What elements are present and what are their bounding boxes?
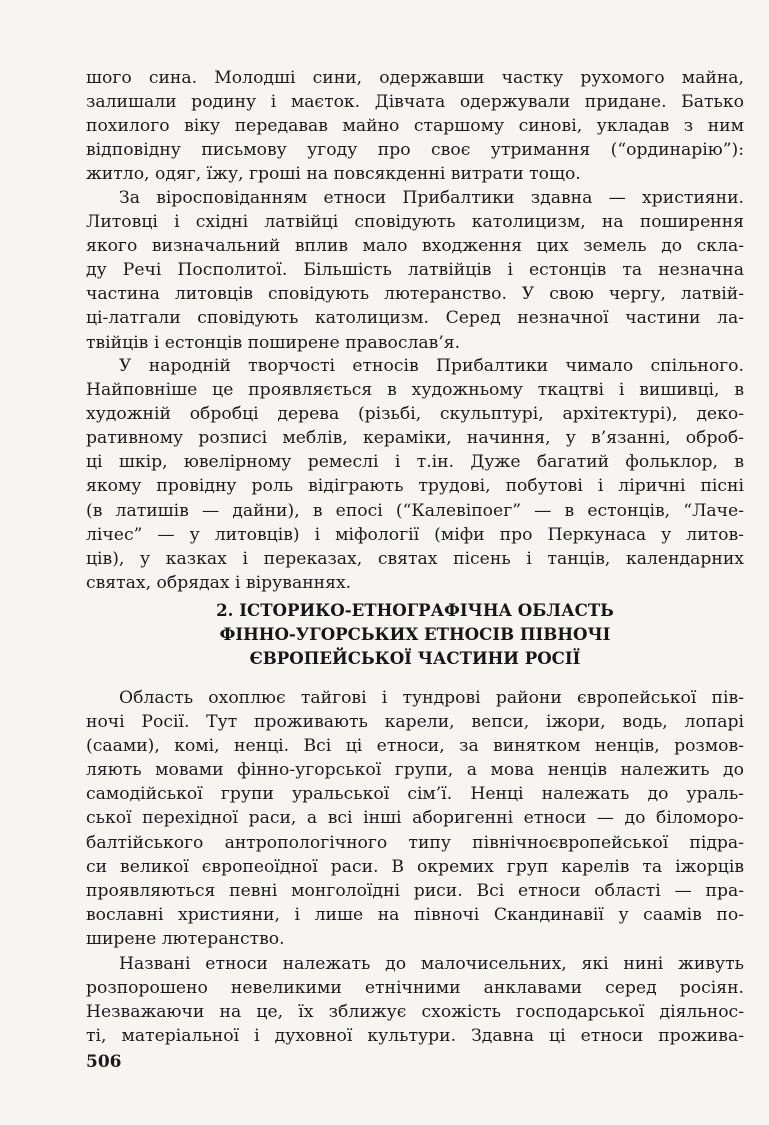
text-line: святах, обрядах і віруваннях. [86, 572, 352, 593]
text-line: ночі Росії. Тут проживають карели, вепси, іжори, водь, лопарі [86, 712, 744, 733]
paragraph-inheritance [86, 66, 744, 186]
text-line: якому провідну роль відіграють трудові, побутові і ліричні пісні [86, 476, 744, 497]
text-line: відповідну письмову угоду про своє утримання (“ординарію”): [86, 140, 744, 161]
text-line: ці-латгали сповідують католицизм. Серед незначної частини ла- [86, 308, 744, 329]
text-line: Найповніше це проявляється в художньому ткацтві і вишивці, в [86, 380, 744, 401]
text-line: художній обробці дерева (різьбі, скульптурі, архітектурі), деко- [86, 404, 744, 425]
text-line: ської перехідної раси, а всі інші аборигенні етноси — до біломоро- [86, 808, 744, 829]
section-heading [86, 598, 744, 670]
text-line: Литовці і східні латвійці сповідують католицизм, на поширення [86, 212, 744, 233]
text-line: якого визначальний вплив мало входження цих земель до скла- [86, 236, 744, 257]
text-line: ляють мовами фінно-угорської групи, а мова ненців належить до [86, 760, 744, 781]
paragraph-small-ethnic-groups [86, 952, 744, 1048]
text-line: (в латишів — дайни), в епосі (“Калевіпоег” — в естонців, “Лаче- [86, 500, 744, 521]
text-line: ці шкір, ювелірному ремеслі і т.ін. Дуже багатий фольклор, в [86, 452, 744, 473]
text-line: ширене лютеранство. [86, 928, 285, 949]
text-line: частина литовців сповідують лютеранство. У свою чергу, латвій- [86, 284, 744, 305]
text-line: ті, матеріальної і духовної культури. Здавна ці етноси прожива- [86, 1026, 744, 1047]
text-line: Незважаючи на це, їх зближує схожість господарської діяльнос- [86, 1002, 744, 1023]
paragraph-folk-art [86, 354, 744, 595]
text-line: залишали родину і маєток. Дівчата одержували придане. Батько [86, 92, 744, 113]
text-line: У народній творчості етносів Прибалтики чимало спільного. [119, 356, 744, 376]
text-line: Названі етноси належать до малочисельних, які нині живуть [119, 954, 744, 974]
text-line: ративному розписі меблів, кераміки, начиння, у в’язанні, оброб- [86, 428, 744, 449]
paragraph-region-overview [86, 686, 744, 951]
page-number: 506 [86, 1052, 122, 1072]
text-line: (саами), комі, ненці. Всі ці етноси, за винятком ненців, розмов- [86, 736, 744, 757]
text-line: самодійської групи уральської сім’ї. Ненці належать до ураль- [86, 784, 744, 805]
text-line: балтійського антропологічного типу північноєвропейської підра- [86, 832, 744, 853]
text-line: похилого віку передавав майно старшому синові, укладав з ним [86, 116, 744, 137]
heading-line: 2. ІСТОРИКО-ЕТНОГРАФІЧНА ОБЛАСТЬ [216, 600, 614, 620]
heading-line: ФІННО-УГОРСЬКИХ ЕТНОСІВ ПІВНОЧІ [219, 624, 611, 644]
text-line: ду Речі Посполитої. Більшість латвійців і естонців та незначна [86, 260, 744, 281]
text-line: Область охоплює тайгові і тундрові райони європейської пів- [119, 688, 744, 708]
text-line: За віросповіданням етноси Прибалтики здавна — християни. [119, 188, 744, 208]
text-line: шого сина. Молодші сини, одержавши частку рухомого майна, [86, 68, 744, 88]
heading-line: ЄВРОПЕЙСЬКОЇ ЧАСТИНИ РОСІЇ [249, 648, 581, 668]
text-line: си великої європеоїдної раси. В окремих груп карелів та іжорців [86, 856, 744, 877]
text-line: ців), у казках і переказах, святах пісень і танців, календарних [86, 548, 744, 569]
text-line: твійців і естонців поширене православ’я. [86, 332, 461, 353]
text-line: житло, одяг, їжу, гроші на повсякденні витрати тощо. [86, 164, 581, 185]
text-line: вославні християни, і лише на півночі Скандинавії у саамів по- [86, 904, 744, 925]
text-line: розпорошено невеликими етнічними анклавами серед росіян. [86, 978, 744, 999]
paragraph-religion [86, 186, 744, 355]
text-line: лічес” — у литовців) і міфології (міфи про Перкунаса у литов- [86, 524, 744, 545]
text-line: проявляються певні монголоїдні риси. Всі етноси області — пра- [86, 880, 744, 901]
